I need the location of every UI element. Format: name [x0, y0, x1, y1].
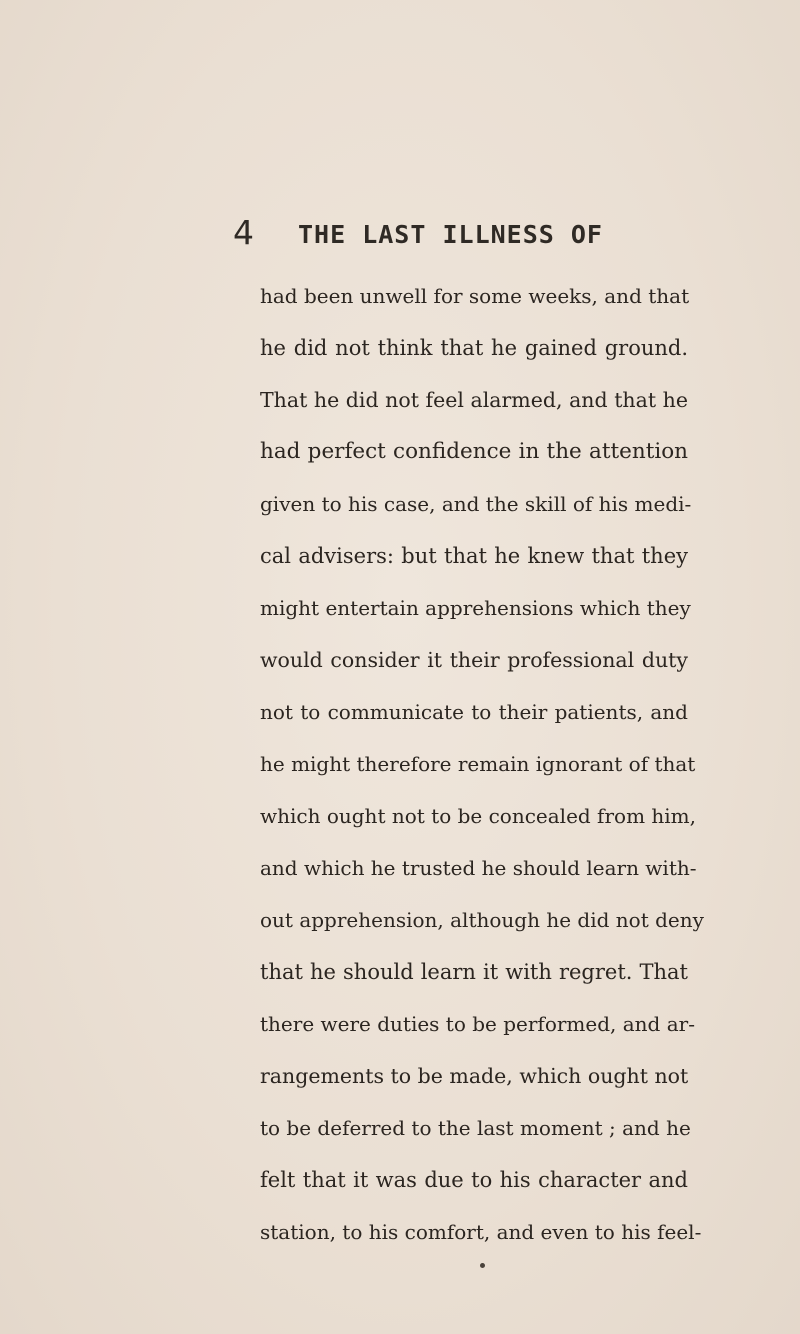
text-line: out apprehension, although he did not deny — [260, 908, 704, 932]
page-header — [0, 213, 800, 253]
text-line: and which he trusted he should learn with- — [260, 856, 697, 880]
body-text — [260, 270, 704, 1258]
text-line: had been unwell for some weeks, and that — [260, 284, 690, 308]
text-line: had perfect confidence in the attention — [260, 439, 688, 464]
text-line: to be deferred to the last moment ; and he — [260, 1116, 691, 1140]
text-line: he might therefore remain ignorant of that — [260, 752, 696, 776]
text-line: station, to his comfort, and even to his feel- — [260, 1220, 702, 1244]
text-line: not to communicate to their patients, and — [260, 700, 688, 724]
text-line: rangements to be made, which ought not — [260, 1064, 689, 1088]
running-head: THE LAST ILLNESS OF — [298, 220, 603, 249]
text-line: he did not think that he gained ground. — [260, 336, 688, 360]
text-line: That he did not feel alarmed, and that he — [260, 388, 688, 412]
text-line: cal advisers: but that he knew that they — [260, 544, 688, 568]
text-line: there were duties to be performed, and ar- — [260, 1012, 695, 1036]
text-line: might entertain apprehensions which they — [260, 596, 691, 620]
text-line: felt that it was due to his character and — [260, 1168, 688, 1192]
page-number: 4 — [233, 213, 254, 252]
text-line: which ought not to be concealed from him, — [260, 804, 696, 828]
text-line: that he should learn it with regret. That — [260, 960, 688, 984]
ink-speck — [480, 1263, 485, 1268]
text-line: given to his case, and the skill of his medi- — [260, 492, 692, 516]
text-line: would consider it their professional duty — [260, 648, 688, 672]
